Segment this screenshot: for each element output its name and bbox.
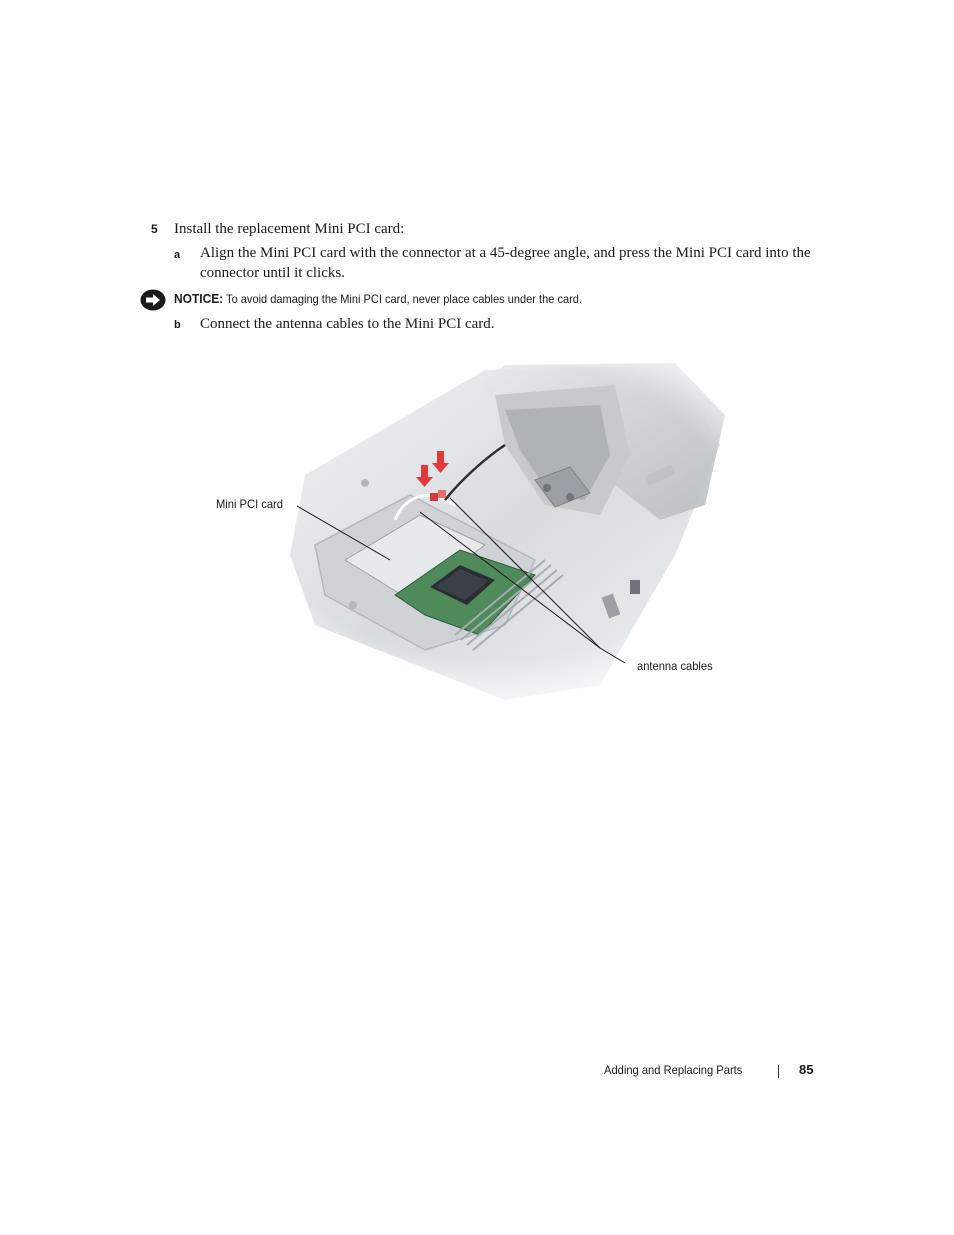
- notice-label: NOTICE:: [174, 291, 224, 306]
- callout-mini-pci-card: Mini PCI card: [216, 497, 283, 511]
- footer-separator: [778, 1065, 779, 1078]
- mini-pci-card-illustration: [205, 355, 735, 700]
- footer-page-number: 85: [799, 1062, 814, 1077]
- substep-a-letter: a: [174, 249, 181, 261]
- substep-b-text: Connect the antenna cables to the Mini PCI card.: [200, 316, 495, 332]
- notice-message: To avoid damaging the Mini PCI card, never place cables under the card.: [226, 292, 582, 306]
- callout-antenna-cables: antenna cables: [637, 659, 713, 673]
- substep-b-letter: b: [174, 319, 181, 331]
- notice-text: [174, 291, 582, 306]
- notice-block: [140, 288, 840, 312]
- step-number: 5: [151, 222, 158, 236]
- notice-arrow-icon: [140, 289, 166, 311]
- step-text: Install the replacement Mini PCI card:: [174, 221, 405, 237]
- footer-section-title: Adding and Replacing Parts: [604, 1063, 743, 1077]
- page-footer: [600, 1062, 815, 1080]
- substep-a-text: Align the Mini PCI card with the connector at a 45-degree angle, and press the Mini PCI card into the connector until it clicks.: [200, 245, 811, 281]
